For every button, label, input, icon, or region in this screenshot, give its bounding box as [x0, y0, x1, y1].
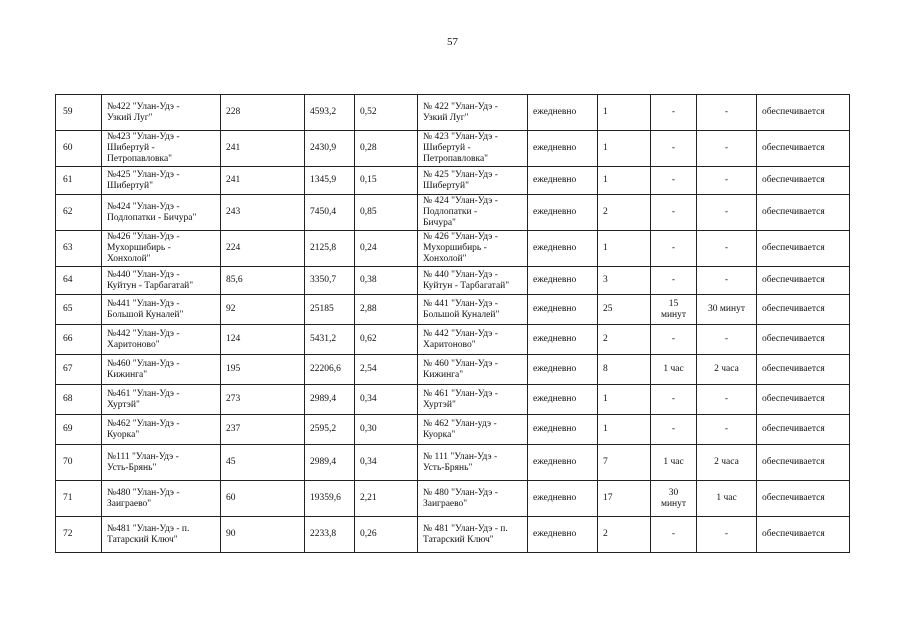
cell-interval-1-line: - — [671, 207, 676, 217]
cell-route-line: №462 "Улан-Удэ - — [107, 418, 180, 429]
table-row — [56, 325, 850, 355]
cell-interval-2 — [697, 267, 757, 295]
cell-interval-2-line: - — [724, 529, 729, 539]
cell-route-2 — [418, 325, 528, 355]
cell-trips: 8 — [598, 355, 651, 385]
cell-interval-1-line: - — [671, 334, 676, 344]
cell-route-2-line: № 426 "Улан-Удэ - — [423, 232, 498, 242]
cell-route-line: №422 "Улан-Удэ - — [107, 101, 180, 112]
cell-interval-1-line: - — [671, 424, 676, 434]
cell-route — [102, 415, 221, 445]
cell-route-2-line: Подлопатки - — [423, 207, 478, 217]
cell-route-2 — [418, 231, 528, 267]
cell-route-2-line: № 442 "Улан-Удэ - — [423, 328, 498, 339]
cell-route-2 — [418, 167, 528, 195]
cell-interval-1-line: 30 — [668, 487, 679, 498]
cell-volume: 22206,6 — [305, 355, 355, 385]
cell-row-number: 62 — [56, 195, 102, 231]
cell-route-line: Узкий Луг" — [107, 112, 153, 123]
cell-route — [102, 325, 221, 355]
cell-interval-2-line: - — [724, 207, 729, 217]
cell-route — [102, 481, 221, 517]
routes-table — [55, 94, 850, 553]
cell-row-number: 63 — [56, 231, 102, 267]
cell-route-2-line: Бичура" — [423, 218, 456, 228]
cell-frequency: ежедневно — [528, 267, 598, 295]
cell-route-line: №424 "Улан-Удэ - — [107, 201, 180, 212]
cell-route-2 — [418, 445, 528, 481]
routes-table-body — [56, 95, 850, 553]
cell-interval-2-line: - — [724, 143, 729, 153]
cell-route-line: Петропавловка" — [107, 154, 173, 164]
cell-route-line: Кижинга" — [107, 369, 148, 380]
cell-length: 243 — [221, 195, 305, 231]
cell-interval-1-line: - — [671, 143, 676, 153]
cell-route-2-line: № 423 "Улан-Удэ - — [423, 132, 498, 142]
cell-route-line: №111 "Улан-Удэ - — [107, 451, 179, 462]
cell-interval-2 — [697, 167, 757, 195]
cell-interval-2-line: - — [724, 424, 729, 434]
cell-volume: 2125,8 — [305, 231, 355, 267]
cell-route-line: №425 "Улан-Удэ - — [107, 169, 180, 180]
cell-interval-1 — [651, 445, 697, 481]
cell-route-2 — [418, 131, 528, 167]
cell-interval-1 — [651, 131, 697, 167]
cell-row-number: 60 — [56, 131, 102, 167]
cell-route — [102, 517, 221, 553]
cell-trips: 2 — [598, 517, 651, 553]
cell-route-line: Большой Куналей" — [107, 309, 184, 320]
cell-row-number: 67 — [56, 355, 102, 385]
cell-interval-1 — [651, 481, 697, 517]
cell-route-line: №441 "Улан-Удэ - — [107, 298, 180, 309]
cell-route-line: №423 "Улан-Удэ - — [107, 132, 180, 142]
cell-interval-2 — [697, 195, 757, 231]
cell-interval-2-line: 2 часа — [714, 457, 739, 467]
cell-frequency: ежедневно — [528, 385, 598, 415]
cell-status: обеспечивается — [757, 267, 850, 295]
cell-route-line: №426 "Улан-Удэ - — [107, 232, 180, 242]
cell-frequency: ежедневно — [528, 517, 598, 553]
cell-row-number: 72 — [56, 517, 102, 553]
cell-route-2-line: Куйтун - Тарбагатай" — [423, 280, 510, 291]
cell-frequency: ежедневно — [528, 167, 598, 195]
cell-row-number: 59 — [56, 95, 102, 131]
cell-frequency: ежедневно — [528, 295, 598, 325]
cell-route-2-line: № 422 "Улан-Удэ - — [423, 101, 498, 112]
cell-interval-2 — [697, 131, 757, 167]
table-row — [56, 267, 850, 295]
cell-share: 0,52 — [355, 95, 418, 131]
cell-row-number: 69 — [56, 415, 102, 445]
cell-interval-2-line: - — [724, 107, 729, 117]
cell-length: 195 — [221, 355, 305, 385]
cell-trips: 2 — [598, 195, 651, 231]
cell-interval-1 — [651, 267, 697, 295]
cell-status: обеспечивается — [757, 231, 850, 267]
table-row — [56, 295, 850, 325]
cell-volume: 2595,2 — [305, 415, 355, 445]
cell-share: 0,30 — [355, 415, 418, 445]
cell-status: обеспечивается — [757, 517, 850, 553]
cell-route-2-line: Хуртэй" — [423, 399, 456, 410]
cell-status: обеспечивается — [757, 481, 850, 517]
cell-route-2-line: Петропавловка" — [423, 154, 489, 164]
table-row — [56, 131, 850, 167]
cell-trips: 1 — [598, 131, 651, 167]
cell-volume: 4593,2 — [305, 95, 355, 131]
cell-volume: 3350,7 — [305, 267, 355, 295]
table-row — [56, 231, 850, 267]
cell-route — [102, 167, 221, 195]
cell-route — [102, 131, 221, 167]
cell-route-2-line: Куорка" — [423, 429, 456, 440]
cell-interval-2 — [697, 415, 757, 445]
cell-route-line: №480 "Улан-Удэ - — [107, 487, 180, 498]
cell-interval-1-line: 1 час — [663, 364, 684, 374]
cell-interval-1-line: - — [671, 275, 676, 285]
cell-length: 60 — [221, 481, 305, 517]
cell-length: 90 — [221, 517, 305, 553]
cell-interval-2-line: - — [724, 175, 729, 185]
table-row — [56, 445, 850, 481]
cell-share: 0,24 — [355, 231, 418, 267]
cell-interval-1-line: минут — [660, 498, 687, 509]
cell-interval-2-line: - — [724, 334, 729, 344]
cell-interval-2-line: - — [724, 243, 729, 253]
cell-volume: 25185 — [305, 295, 355, 325]
cell-share: 0,34 — [355, 385, 418, 415]
cell-trips: 1 — [598, 415, 651, 445]
cell-route-2-line: Узкий Луг" — [423, 112, 469, 123]
table-row — [56, 385, 850, 415]
cell-frequency: ежедневно — [528, 355, 598, 385]
cell-route-2-line: Мухоршибирь - — [423, 243, 487, 253]
cell-share: 0,85 — [355, 195, 418, 231]
cell-route-line: №461 "Улан-Удэ - — [107, 388, 180, 399]
cell-route-2 — [418, 95, 528, 131]
cell-route-2-line: Шибертуй" — [423, 180, 469, 191]
cell-status: обеспечивается — [757, 325, 850, 355]
cell-share: 0,62 — [355, 325, 418, 355]
cell-status: обеспечивается — [757, 415, 850, 445]
cell-route-line: Куйтун - Тарбагатай" — [107, 280, 194, 291]
cell-route-line: Усть-Брянь" — [107, 462, 157, 473]
cell-share: 0,28 — [355, 131, 418, 167]
cell-interval-2 — [697, 295, 757, 325]
cell-volume: 1345,9 — [305, 167, 355, 195]
cell-route-2-line: Хонхолой" — [423, 254, 467, 264]
cell-route-2-line: № 462 "Улан-удэ - — [423, 418, 497, 429]
cell-route-2-line: Кижинга" — [423, 369, 464, 380]
cell-length: 241 — [221, 167, 305, 195]
cell-trips: 1 — [598, 231, 651, 267]
cell-route-2-line: Шибертуй - — [423, 143, 471, 153]
cell-row-number: 68 — [56, 385, 102, 415]
cell-interval-1-line: - — [671, 529, 676, 539]
cell-share: 0,34 — [355, 445, 418, 481]
cell-route-2 — [418, 267, 528, 295]
cell-interval-1-line: - — [671, 394, 676, 404]
cell-interval-1 — [651, 517, 697, 553]
cell-share: 0,15 — [355, 167, 418, 195]
cell-trips: 17 — [598, 481, 651, 517]
cell-frequency: ежедневно — [528, 445, 598, 481]
cell-length: 92 — [221, 295, 305, 325]
cell-trips: 2 — [598, 325, 651, 355]
table-row — [56, 481, 850, 517]
cell-frequency: ежедневно — [528, 131, 598, 167]
cell-route — [102, 195, 221, 231]
cell-frequency: ежедневно — [528, 95, 598, 131]
cell-interval-1 — [651, 167, 697, 195]
cell-status: обеспечивается — [757, 95, 850, 131]
cell-route-line: Шибертуй" — [107, 180, 153, 191]
cell-row-number: 65 — [56, 295, 102, 325]
cell-row-number: 61 — [56, 167, 102, 195]
cell-length: 237 — [221, 415, 305, 445]
cell-share: 0,38 — [355, 267, 418, 295]
cell-volume: 7450,4 — [305, 195, 355, 231]
cell-route-line: Татарский Ключ" — [107, 534, 178, 545]
cell-volume: 2989,4 — [305, 445, 355, 481]
cell-route-2-line: № 440 "Улан-Удэ - — [423, 269, 498, 280]
cell-interval-2-line: - — [724, 275, 729, 285]
cell-status: обеспечивается — [757, 295, 850, 325]
cell-status: обеспечивается — [757, 167, 850, 195]
cell-route-line: №460 "Улан-Удэ - — [107, 358, 180, 369]
cell-route-line: Харитоново" — [107, 339, 160, 350]
cell-volume: 2989,4 — [305, 385, 355, 415]
cell-route-2-line: № 111 "Улан-Удэ - — [423, 451, 498, 462]
cell-route-line: №481 "Улан-Удэ - п. — [107, 523, 190, 534]
cell-frequency: ежедневно — [528, 325, 598, 355]
cell-frequency: ежедневно — [528, 481, 598, 517]
cell-row-number: 70 — [56, 445, 102, 481]
cell-route — [102, 267, 221, 295]
cell-interval-1 — [651, 355, 697, 385]
cell-interval-2 — [697, 355, 757, 385]
cell-share: 2,21 — [355, 481, 418, 517]
cell-interval-1 — [651, 231, 697, 267]
cell-route-2-line: № 480 "Улан-Удэ - — [423, 487, 498, 498]
table-row — [56, 95, 850, 131]
cell-route-line: Хуртэй" — [107, 399, 140, 410]
cell-interval-1 — [651, 415, 697, 445]
cell-share: 0,26 — [355, 517, 418, 553]
cell-route-line: Мухоршибирь - — [107, 243, 171, 253]
cell-route-2-line: № 424 "Улан-Удэ - — [423, 196, 498, 206]
cell-row-number: 66 — [56, 325, 102, 355]
cell-route-2 — [418, 355, 528, 385]
cell-interval-2-line: 30 минут — [708, 304, 745, 314]
cell-interval-2 — [697, 517, 757, 553]
cell-interval-2-line: - — [724, 394, 729, 404]
table-row — [56, 167, 850, 195]
cell-trips: 1 — [598, 95, 651, 131]
cell-length: 124 — [221, 325, 305, 355]
cell-route-2 — [418, 415, 528, 445]
cell-route-2-line: № 425 "Улан-Удэ - — [423, 169, 498, 180]
cell-frequency: ежедневно — [528, 415, 598, 445]
cell-share: 2,88 — [355, 295, 418, 325]
cell-volume: 2233,8 — [305, 517, 355, 553]
cell-route-line: Хонхолой" — [107, 254, 151, 264]
cell-route-2-line: Усть-Брянь" — [423, 462, 473, 473]
cell-route-2-line: Татарский Ключ" — [423, 534, 494, 545]
table-row — [56, 355, 850, 385]
cell-route-2-line: № 460 "Улан-Удэ - — [423, 358, 498, 369]
cell-route — [102, 445, 221, 481]
cell-route-2-line: № 461 "Улан-Удэ - — [423, 388, 498, 399]
cell-route — [102, 95, 221, 131]
cell-volume: 2430,9 — [305, 131, 355, 167]
cell-route — [102, 355, 221, 385]
cell-route-2 — [418, 295, 528, 325]
cell-volume: 5431,2 — [305, 325, 355, 355]
cell-route — [102, 385, 221, 415]
cell-interval-1-line: 15 — [668, 298, 679, 309]
cell-interval-2 — [697, 385, 757, 415]
cell-route-2 — [418, 481, 528, 517]
cell-route-2-line: № 481 "Улан-Удэ - п. — [423, 523, 508, 534]
cell-interval-1-line: - — [671, 175, 676, 185]
cell-length: 224 — [221, 231, 305, 267]
cell-trips: 25 — [598, 295, 651, 325]
page-number: 57 — [447, 36, 458, 48]
cell-row-number: 64 — [56, 267, 102, 295]
cell-route-line: Куорка" — [107, 429, 140, 440]
cell-length: 85,6 — [221, 267, 305, 295]
cell-status: обеспечивается — [757, 385, 850, 415]
cell-interval-2 — [697, 231, 757, 267]
cell-route-2 — [418, 195, 528, 231]
cell-interval-1 — [651, 295, 697, 325]
cell-interval-1 — [651, 385, 697, 415]
cell-share: 2,54 — [355, 355, 418, 385]
cell-route-line: Шибертуй - — [107, 143, 155, 153]
table-row — [56, 415, 850, 445]
cell-interval-2 — [697, 325, 757, 355]
cell-length: 45 — [221, 445, 305, 481]
cell-frequency: ежедневно — [528, 195, 598, 231]
cell-trips: 7 — [598, 445, 651, 481]
cell-length: 228 — [221, 95, 305, 131]
cell-status: обеспечивается — [757, 355, 850, 385]
cell-route-2 — [418, 517, 528, 553]
cell-route-2-line: № 441 "Улан-Удэ - — [423, 298, 498, 309]
cell-status: обеспечивается — [757, 195, 850, 231]
cell-trips: 1 — [598, 167, 651, 195]
cell-route — [102, 295, 221, 325]
cell-trips: 1 — [598, 385, 651, 415]
table-row — [56, 517, 850, 553]
cell-route-2-line: Большой Куналей" — [423, 309, 500, 320]
table-row — [56, 195, 850, 231]
cell-route-2 — [418, 385, 528, 415]
cell-interval-1 — [651, 325, 697, 355]
cell-interval-1-line: - — [671, 243, 676, 253]
cell-route-2-line: Харитоново" — [423, 339, 476, 350]
cell-route-2-line: Заиграево" — [423, 498, 468, 509]
cell-trips: 3 — [598, 267, 651, 295]
cell-interval-2 — [697, 445, 757, 481]
cell-frequency: ежедневно — [528, 231, 598, 267]
cell-interval-1 — [651, 95, 697, 131]
cell-route — [102, 231, 221, 267]
cell-route-line: №442 "Улан-Удэ - — [107, 328, 180, 339]
cell-route-line: №440 "Улан-Удэ - — [107, 269, 180, 280]
cell-volume: 19359,6 — [305, 481, 355, 517]
cell-interval-1 — [651, 195, 697, 231]
cell-interval-2 — [697, 95, 757, 131]
cell-interval-2 — [697, 481, 757, 517]
cell-route-line: Подлопатки - Бичура" — [107, 212, 197, 223]
cell-length: 241 — [221, 131, 305, 167]
cell-route-line: Заиграево" — [107, 498, 152, 509]
cell-length: 273 — [221, 385, 305, 415]
cell-status: обеспечивается — [757, 131, 850, 167]
cell-interval-1-line: - — [671, 107, 676, 117]
cell-interval-2-line: 1 час — [716, 493, 737, 503]
cell-interval-2-line: 2 часа — [714, 364, 739, 374]
cell-interval-1-line: минут — [660, 309, 687, 320]
cell-status: обеспечивается — [757, 445, 850, 481]
cell-interval-1-line: 1 час — [663, 457, 684, 467]
cell-row-number: 71 — [56, 481, 102, 517]
